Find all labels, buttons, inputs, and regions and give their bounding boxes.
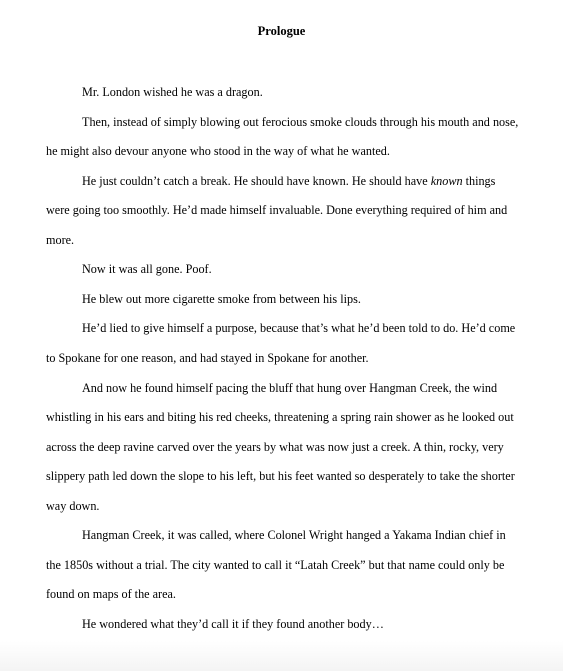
text-line: He blew out more cigarette smoke from between his lips. bbox=[82, 291, 361, 306]
chapter-title: Prologue bbox=[257, 24, 306, 38]
text-line: way down. bbox=[46, 498, 100, 513]
text-run: things bbox=[462, 173, 496, 188]
text-line: And now he found himself pacing the bluff that hung over Hangman Creek, the wind bbox=[82, 380, 498, 395]
text-run: He just couldn’t catch a break. He should have known. He should have bbox=[82, 173, 431, 188]
italic-text-run: known bbox=[430, 173, 463, 188]
text-line: Now it was all gone. Poof. bbox=[82, 262, 212, 277]
text-line: He wondered what they’d call it if they found another body… bbox=[82, 616, 384, 631]
text-line: found on maps of the area. bbox=[46, 587, 176, 602]
page-bottom-edge bbox=[0, 641, 563, 671]
text-line: slippery path led down the slope to his left, but his feet wanted so desperately to take the shorter bbox=[46, 469, 515, 484]
text-line: whistling in his ears and biting his red cheeks, threatening a spring rain shower as he looked out bbox=[46, 410, 514, 425]
text-line: the 1850s without a trial. The city wanted to call it “Latah Creek” but that name could only be bbox=[46, 557, 505, 572]
text-line: across the deep ravine carved over the years by what was now just a creek. A thin, rocky, very bbox=[46, 439, 504, 454]
text-line: he might also devour anyone who stood in the way of what he wanted. bbox=[46, 144, 390, 159]
text-line: He’d lied to give himself a purpose, because that’s what he’d been told to do. He’d come bbox=[82, 321, 516, 336]
text-line: Hangman Creek, it was called, where Colonel Wright hanged a Yakama Indian chief in bbox=[82, 528, 506, 543]
text-line: to Spokane for one reason, and had stayed in Spokane for another. bbox=[46, 350, 369, 365]
text-line: were going too smoothly. He’d made himself invaluable. Done everything required of him and bbox=[46, 203, 508, 218]
text-line bbox=[82, 173, 495, 189]
text-line: Then, instead of simply blowing out ferocious smoke clouds through his mouth and nose, bbox=[82, 114, 519, 129]
text-line: Mr. London wished he was a dragon. bbox=[82, 85, 263, 99]
text-line: more. bbox=[46, 232, 75, 247]
